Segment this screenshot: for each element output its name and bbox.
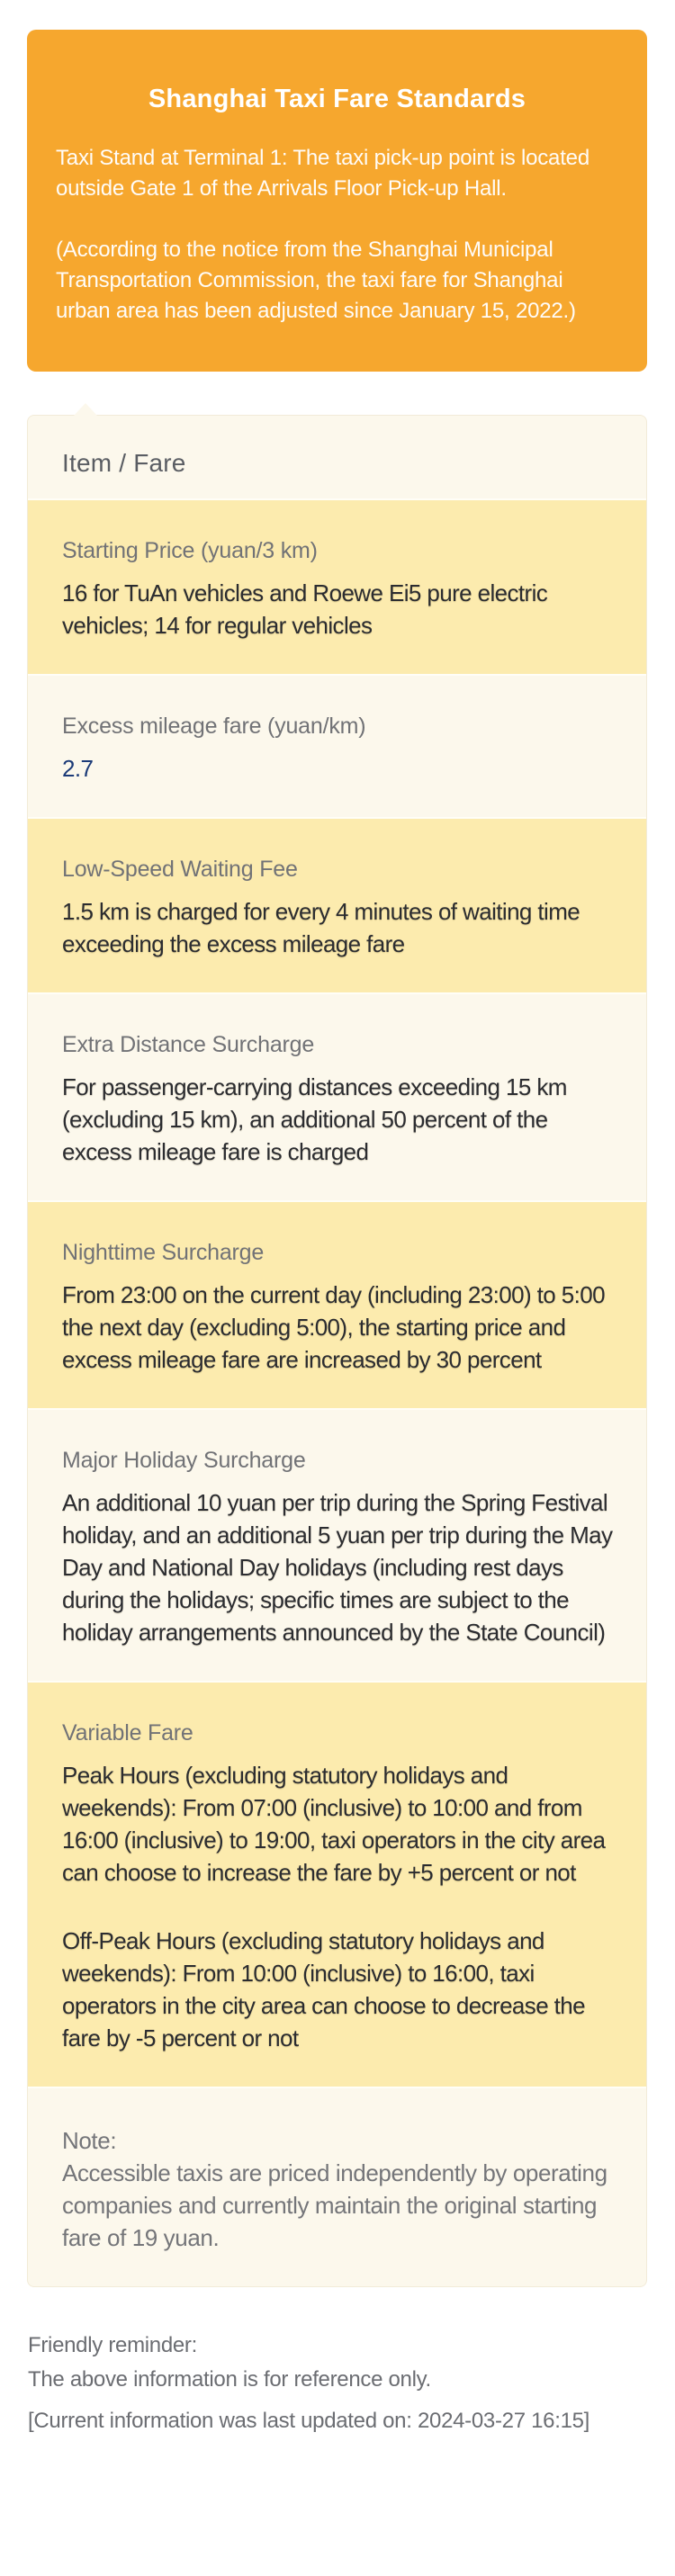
note-text: Accessible taxis are priced independently by operating companies and currently maintain the original starting fare of 19 yuan. bbox=[62, 2159, 608, 2251]
row-value: 16 for TuAn vehicles and Roewe Ei5 pure electric vehicles; 14 for regular vehicles bbox=[62, 579, 548, 639]
row-value: For passenger-carrying distances exceeding 15 km (excluding 15 km), an additional 50 percent of the excess mileage fare is charged bbox=[62, 1073, 567, 1165]
last-updated-text: [Current information was last updated on: 2024-03-27 16:15] bbox=[28, 2409, 590, 2433]
row-label: Starting Price (yuan/3 km) bbox=[62, 538, 318, 563]
row-value: An additional 10 yuan per trip during the Spring Festival holiday, and an additional 5 yuan per trip during the May Day and National Day holidays (including rest days during the holidays; specific times are subject to the holiday arrangements announced by the State Council) bbox=[62, 1489, 613, 1646]
table-row-note bbox=[28, 2087, 646, 2286]
row-value-off-peak-hours: Off-Peak Hours (excluding statutory holidays and weekends): From 10:00 (inclusive) to 16:00, taxi operators in the city area can choose to decrease the fare by -5 percent or not bbox=[62, 1927, 586, 2051]
table-row-excess-mileage bbox=[28, 674, 646, 817]
friendly-reminder-label: Friendly reminder: bbox=[28, 2333, 197, 2357]
table-row-nighttime-surcharge bbox=[28, 1200, 646, 1408]
table-row-starting-price bbox=[28, 498, 646, 674]
table-row-extra-distance bbox=[28, 992, 646, 1200]
row-value: From 23:00 on the current day (including 23:00) to 5:00 the next day (excluding 5:00), the starting price and excess mileage fare are increased by 30 percent bbox=[62, 1281, 605, 1373]
row-label: Low-Speed Waiting Fee bbox=[62, 857, 298, 882]
footer bbox=[28, 2329, 647, 2438]
row-value: 2.7 bbox=[62, 755, 94, 782]
table-row-low-speed-waiting bbox=[28, 817, 646, 992]
fare-table-card bbox=[27, 415, 647, 2287]
table-row-variable-fare bbox=[28, 1681, 646, 2087]
row-label: Variable Fare bbox=[62, 1720, 194, 1746]
row-value-peak-hours: Peak Hours (excluding statutory holidays and weekends): From 07:00 (inclusive) to 10:00 and from 16:00 (inclusive) to 19:00, taxi operators in the city area can choose to increase the fare by +5 percent or not bbox=[62, 1762, 606, 1886]
note-label: Note: bbox=[62, 2127, 117, 2154]
table-row-major-holiday-surcharge bbox=[28, 1408, 646, 1681]
row-value: 1.5 km is charged for every 4 minutes of waiting time exceeding the excess mileage fare bbox=[62, 898, 580, 957]
bubble-tail bbox=[74, 403, 97, 416]
table-header: Item / Fare bbox=[62, 449, 186, 477]
header-paragraph-taxi-stand: Taxi Stand at Terminal 1: The taxi pick-up point is located outside Gate 1 of the Arrivals Floor Pick-up Hall. bbox=[56, 146, 590, 201]
page-title: Shanghai Taxi Fare Standards bbox=[148, 85, 526, 113]
header-paragraph-notice: (According to the notice from the Shanghai Municipal Transportation Commission, the taxi fare for Shanghai urban area has been adjusted since January 15, 2022.) bbox=[56, 238, 576, 323]
reference-only-text: The above information is for reference only. bbox=[28, 2367, 431, 2392]
row-label: Nighttime Surcharge bbox=[62, 1240, 265, 1265]
row-label: Extra Distance Surcharge bbox=[62, 1032, 315, 1057]
row-label: Major Holiday Surcharge bbox=[62, 1448, 306, 1473]
header-card bbox=[27, 30, 647, 372]
row-label: Excess mileage fare (yuan/km) bbox=[62, 714, 366, 739]
